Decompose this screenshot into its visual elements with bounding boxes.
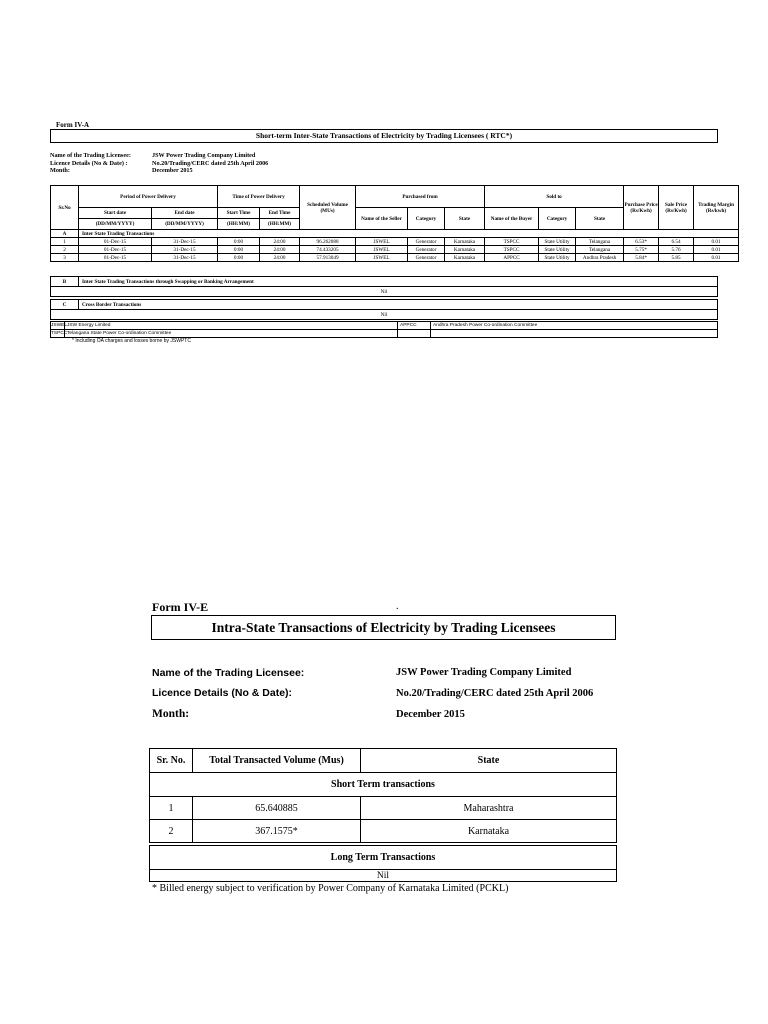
cell-volume: 96.262088 [300,238,356,246]
cell-sr: 1 [51,238,79,246]
section-a-letter: A [51,230,79,238]
header-buyer-category: Category [539,208,576,230]
ive-licence-value: No.20/Trading/CERC dated 25th April 2006 [396,688,594,699]
cell-volume: 367.1575* [193,820,361,843]
header-time: Time of Power Delivery [218,186,300,208]
form-iva-footnote: * Including OA charges and losses borne by JSWPTC [72,338,191,344]
licensee-value: JSW Power Trading Company Limited [152,152,256,159]
header-state: State [361,749,617,773]
cell-start-time: 0:00 [218,254,260,262]
cell-purchase-price: 6.53* [624,238,659,246]
licensee-label: Name of the Trading Licensee: [50,152,131,159]
ive-month-value: December 2015 [396,709,465,720]
section-c-letter: C [51,300,79,310]
cell-seller: JSWEL [356,238,408,246]
cell-seller-category: Generator [408,238,445,246]
cell-end-date: 31-Dec-15 [152,246,218,254]
cell-end-date: 31-Dec-15 [152,238,218,246]
form-ive-label: Form IV-E [152,600,209,614]
cell-buyer-state: Telangana [576,238,624,246]
table-row [150,797,617,820]
cell-sr: 2 [51,246,79,254]
ive-licensee-value: JSW Power Trading Company Limited [396,667,572,678]
cell-sale-price: 5.85 [659,254,694,262]
section-b-label: Inter State Trading Transactions through Swapping or Banking Arrangement [79,277,718,287]
cell-trading-margin: 0.01 [694,254,739,262]
cell-buyer: APPCC [485,254,539,262]
cell-volume: 57.913049 [300,254,356,262]
cell-state: Karnataka [361,820,617,843]
cell-seller-category: Generator [408,254,445,262]
cell-trading-margin: 0.01 [694,246,739,254]
cell-start-date: 01-Dec-15 [79,238,152,246]
cell-start-time: 0:00 [218,238,260,246]
table-row [150,820,617,843]
licence-value: No.20/Trading/CERC dated 25th April 2006 [152,159,269,167]
header-sr-no: Sr. No. [150,749,193,773]
header-scheduled-volume: Scheduled Volume (MUs) [300,186,356,230]
long-term-table [149,845,617,882]
cell-state: Maharashtra [361,797,617,820]
cell-seller-category: Generator [408,246,445,254]
abbr-empty [398,330,431,338]
form-iva-label: Form IV-A [56,121,90,129]
cell-buyer-state: Telangana [576,246,624,254]
form-ive-footnote: * Billed energy subject to verification by Power Company of Karnataka Limited (PCKL) [152,883,509,894]
table-row [51,238,739,246]
cell-start-date: 01-Dec-15 [79,254,152,262]
header-end-date: End date [152,208,218,219]
ive-month-label: Month: [152,708,190,720]
section-c-value: Nil [51,310,718,320]
header-buyer-name: Name of the Buyer [485,208,539,230]
header-start-date: Start date [79,208,152,219]
header-end-time-format: (HH:MM) [260,219,300,230]
cell-buyer-category: State Utility [539,254,576,262]
header-seller-name: Name of the Seller [356,208,408,230]
cell-sr: 2 [150,820,193,843]
cell-buyer: TSPCC [485,246,539,254]
cell-seller-state: Karnataka [445,254,485,262]
ive-licence-label: Licence Details (No & Date): [152,687,293,699]
cell-seller-state: Karnataka [445,246,485,254]
section-b-value: Nil [51,287,718,297]
cell-seller-state: Karnataka [445,238,485,246]
long-term-label: Long Term Transactions [150,846,617,870]
cell-buyer-state: Andhra Pradesh [576,254,624,262]
cell-end-time: 24:00 [260,238,300,246]
abbreviations-table [50,321,718,338]
cell-volume: 74.433205 [300,246,356,254]
table-row [51,254,739,262]
ive-licensee-label: Name of the Trading Licensee: [152,667,305,679]
cell-end-time: 24:00 [260,254,300,262]
section-a-label: Inter State Trading Transactions [79,230,739,238]
abbr-code: JSWEL [51,323,67,328]
short-term-label: Short Term transactions [150,773,617,797]
cell-buyer: TSPCC [485,238,539,246]
form-ive-title: Intra-State Transactions of Electricity by Trading Licensees [151,615,616,640]
abbr-code: TSPCC [51,331,68,336]
cell-buyer-category: State Utility [539,246,576,254]
cell-sr: 3 [51,254,79,262]
form-iva-info-labels [50,152,131,175]
header-sr-no: Sr.No [51,186,79,230]
licence-label: Licence Details (No & Date) : [50,159,128,167]
long-term-value: Nil [150,870,617,882]
header-end-time: End Time [260,208,300,219]
inter-state-transactions-table [50,185,739,262]
cell-purchase-price: 5.75* [624,246,659,254]
abbr-full: Telangana State Power Co-ordination Committee [65,330,398,338]
header-volume: Total Transacted Volume (Mus) [193,749,361,773]
cell-sale-price: 5.76 [659,246,694,254]
section-b-table [50,276,718,297]
cell-seller: JSWEL [356,254,408,262]
cell-trading-margin: 0.01 [694,238,739,246]
header-purchased-from: Purchased from [356,186,485,208]
form-ive-dot: . [396,601,399,612]
form-iva-title: Short-term Inter-State Transactions of Electricity by Trading Licensees ( RTC*) [50,129,718,143]
intra-state-transactions-table [149,748,617,843]
month-label: Month: [50,167,70,174]
month-value: December 2015 [152,167,193,174]
section-c-label: Cross Border Transactions [79,300,718,310]
abbr-full: Andhra Pradesh Power Co-ordination Committee [431,322,718,330]
form-iva-info-values [152,152,268,175]
cell-end-time: 24:00 [260,246,300,254]
header-start-date-format: (DD/MM/YYYY) [79,219,152,230]
header-seller-state: State [445,208,485,230]
cell-sr: 1 [150,797,193,820]
header-trading-margin: Trading Margin (Rs/kwh) [694,186,739,230]
cell-seller: JSWEL [356,246,408,254]
abbr-full: JSW Energy Limited [65,322,398,330]
abbr-code: APPCC [398,322,431,330]
section-b-letter: B [51,277,79,287]
table-row [51,246,739,254]
cell-start-date: 01-Dec-15 [79,246,152,254]
header-start-time-format: (HH:MM) [218,219,260,230]
cell-purchase-price: 5.84* [624,254,659,262]
header-sale-price: Sale Price (Rs/Kwh) [659,186,694,230]
cell-start-time: 0:00 [218,246,260,254]
header-period: Period of Power Delivery [79,186,218,208]
header-start-time: Start Time [218,208,260,219]
header-purchase-price: Purchase Price (Rs/Kwh) [624,186,659,230]
header-seller-category: Category [408,208,445,230]
cell-volume: 65.640885 [193,797,361,820]
header-buyer-state: State [576,208,624,230]
header-sold-to: Sold to [485,186,624,208]
cell-buyer-category: State Utility [539,238,576,246]
abbr-empty [431,330,718,338]
header-end-date-format: (DD/MM/YYYY) [152,219,218,230]
cell-end-date: 31-Dec-15 [152,254,218,262]
cell-sale-price: 6.54 [659,238,694,246]
section-c-table [50,299,718,320]
